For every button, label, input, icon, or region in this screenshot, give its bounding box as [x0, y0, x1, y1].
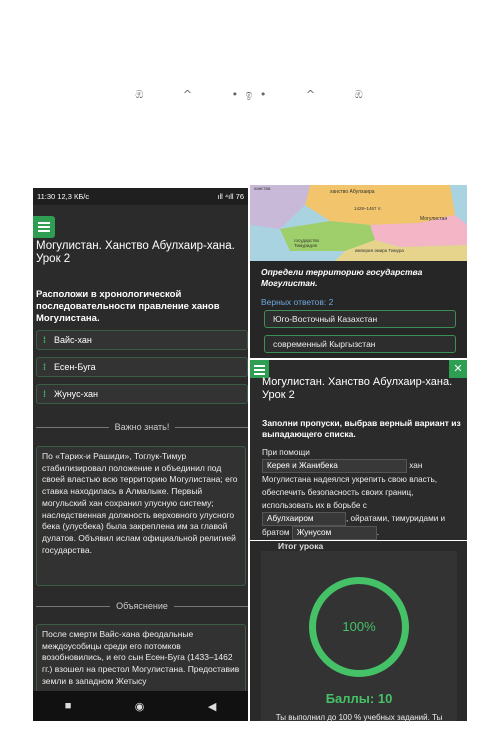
order-item-3[interactable] [36, 384, 248, 404]
menu-icon [254, 365, 265, 367]
order-item-1[interactable] [36, 330, 248, 350]
menu-icon-bar [254, 369, 265, 371]
map-task-screen [250, 185, 467, 358]
back-icon[interactable]: ◀ [207, 700, 217, 713]
divider-line [36, 427, 109, 428]
fill-text-part: , ойратами, тимуридами и братом [262, 514, 446, 538]
important-divider [36, 422, 248, 432]
score-label: Баллы: 10 [325, 691, 393, 706]
map-question: Определи территорию государства Могулистан. [261, 267, 423, 288]
blank-dropdown-2[interactable]: Абулхаиром [262, 512, 346, 526]
menu-button[interactable] [33, 216, 55, 238]
fill-text-block [262, 446, 466, 540]
order-item-label: Есен-Буга [54, 362, 96, 372]
status-time-speed: 11:30 12,3 КБ/с [37, 192, 90, 201]
order-item-label: Вайс-хан [54, 335, 92, 345]
map-label-abulkhair: ханство Абулхаира [330, 189, 375, 195]
explanation-label: Объяснение [116, 601, 168, 611]
glyph-1: ඹ [135, 88, 146, 101]
fill-lesson-title: Могулистан. Ханство Абулхаир-хана. Урок 2 [262, 376, 453, 401]
fill-text-part: При помощи [262, 448, 310, 457]
glyph-4: ^ [305, 88, 318, 101]
map-label-years: 1428–1467 гг. [354, 206, 382, 211]
home-icon[interactable]: ◉ [134, 700, 145, 713]
glyph-3: • ඉ • [231, 88, 269, 101]
correct-answers-count: Верных ответов: 2 [261, 297, 334, 307]
blank-dropdown-3[interactable]: Жунусом [292, 526, 377, 540]
glyph-2: ^ [182, 88, 195, 101]
menu-icon [38, 222, 50, 224]
answer-option-1[interactable]: Юго-Восточный Казахстан [264, 310, 456, 328]
divider-line [174, 606, 248, 607]
drag-handle-icon[interactable]: ⁞ [43, 389, 46, 399]
lesson-result-screen [250, 541, 467, 721]
decorative-glyph-row [0, 88, 500, 102]
phone-status-bar [33, 188, 248, 205]
menu-icon-bar [38, 230, 50, 232]
map-label-mogulistan: Могулистан [420, 216, 448, 222]
close-icon[interactable]: ✕ [449, 360, 467, 378]
answer-option-2[interactable]: современный Кыргызстан [264, 335, 456, 353]
android-nav-bar [33, 691, 248, 721]
fill-instruction: Заполни пропуски, выбрав верный вариант из выпадающего списка. [262, 418, 461, 439]
fill-text-part: хан Могулистана надеялся укрепить свою власть, обеспечить безопасность своих границ, использовать их в борьбе с [262, 461, 438, 510]
result-title: Итог урока [278, 541, 324, 551]
map-label-khanates: ханства [254, 186, 271, 191]
status-signal-battery-icon: ıll ⁴ıll 76 [217, 192, 244, 201]
order-item-label: Жунус-хан [54, 389, 98, 399]
divider-line [175, 427, 248, 428]
important-card: По «Тарих-и Рашиди», Тоглук-Тимур стабилизировал положение и объединил под своей властью всю территорию Могулистана; его ставка находилась в Алмалыке. Первый могульский хан сохранил улусную систему; наследственная должность верховного улусного бека (улусбека) была закреплена им за главой дулатов. Объявил ислам официальной религией государства. [36, 446, 246, 586]
lesson-screen-left [33, 188, 248, 721]
progress-percent: 100% [342, 619, 376, 634]
task-instruction: Расположи в хронологической последовательности правление ханов Могулистана. [36, 289, 220, 324]
lesson-title: Могулистан. Ханство Абулхаир-хана. Урок 2 [36, 240, 235, 265]
historical-map [250, 185, 467, 261]
drag-handle-icon[interactable]: ⁞ [43, 362, 46, 372]
blank-dropdown-1[interactable]: Керея и Жанибека [262, 459, 407, 473]
explanation-card: После смерти Вайс-хана феодальные междоусобицы среди его потомков возобновились, и его сын Есен-Буга (1433–1462 гг.) взошел на престол Могулистана. Предоставив земли в западном Жетысу [36, 624, 246, 694]
result-card [261, 551, 457, 721]
divider-line [36, 606, 110, 607]
drag-handle-icon[interactable]: ⁞ [43, 335, 46, 345]
important-label: Важно знать! [114, 422, 170, 432]
glyph-5: ඹ [354, 88, 365, 101]
map-label-timur-empire: империя эмира Тимура [355, 248, 404, 253]
menu-icon-bar [254, 373, 265, 375]
map-label-timurids: государство Тимуридов [294, 238, 320, 248]
fill-blanks-screen [250, 360, 467, 540]
recents-icon[interactable]: ■ [64, 700, 72, 712]
result-note: Ты выполнил до 100 % учебных заданий. Ты [275, 713, 443, 721]
menu-icon-bar [38, 226, 50, 228]
order-item-2[interactable] [36, 357, 248, 377]
explanation-divider [36, 601, 248, 611]
fill-text-part: . [376, 528, 380, 538]
